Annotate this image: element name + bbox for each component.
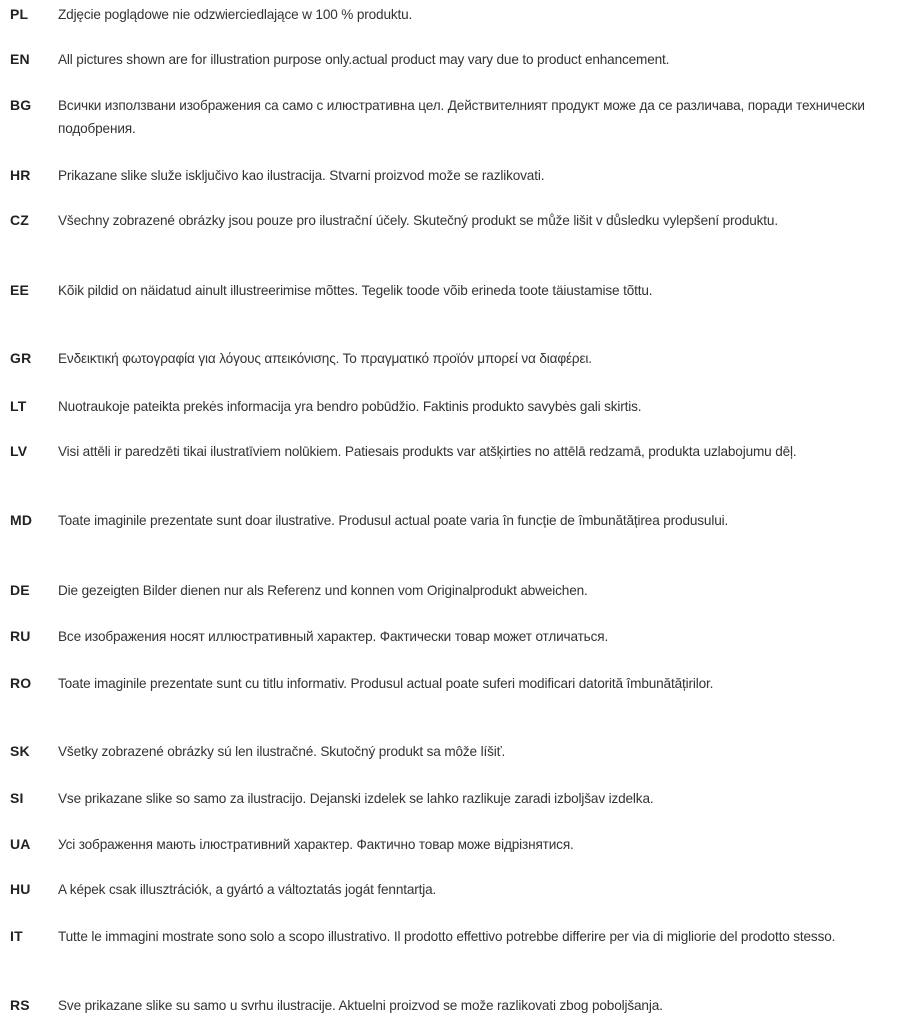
disclaimer-text: Всички използвани изображения са само с илюстративна цел. Действителният продукт може да се различава, поради технически подобрения. [58, 98, 865, 136]
language-code: SI [10, 790, 24, 806]
language-code: HU [10, 881, 31, 897]
disclaimer-text: Sve prikazane slike su samo u svrhu ilustracije. Aktuelni proizvod se može razlikovati zbog poboljšanja. [58, 998, 663, 1013]
language-code: LT [10, 398, 27, 414]
language-code: EN [10, 51, 30, 67]
disclaimer-text: All pictures shown are for illustration purpose only.actual product may vary due to product enhancement. [58, 52, 670, 67]
language-code: EE [10, 282, 30, 298]
language-code: BG [10, 97, 32, 113]
disclaimer-text: Všechny zobrazené obrázky jsou pouze pro ilustrační účely. Skutečný produkt se může lišit v důsledku vylepšení produktu. [58, 213, 778, 228]
language-code: SK [10, 743, 30, 759]
disclaimer-text: Vse prikazane slike so samo za ilustracijo. Dejanski izdelek se lahko razlikuje zaradi izboljšav izdelka. [58, 791, 654, 806]
language-code: GR [10, 350, 32, 366]
disclaimer-text: Tutte le immagini mostrate sono solo a scopo illustrativo. Il prodotto effettivo potrebbe differire per via di migliorie del prodotto stesso. [58, 929, 836, 944]
language-code: RS [10, 997, 30, 1013]
disclaimer-text: Все изображения носят иллюстративный характер. Фактически товар может отличаться. [58, 629, 609, 644]
disclaimer-text: Ενδεικτική φωτογραφία για λόγους απεικόνισης. Το πραγματικό προϊόν μπορεί να διαφέρει. [58, 351, 592, 366]
disclaimer-text: Všetky zobrazené obrázky sú len ilustračné. Skutočný produkt sa môže líšiť. [58, 744, 506, 759]
disclaimer-text: Toate imaginile prezentate sunt cu titlu informativ. Produsul actual poate suferi modificari datorită îmbunătățirilor. [58, 676, 714, 691]
disclaimer-text: Prikazane slike služe isključivo kao ilustracija. Stvarni proizvod može se razlikovati. [58, 168, 545, 183]
language-code: CZ [10, 212, 30, 228]
disclaimer-text: Toate imaginile prezentate sunt doar ilustrative. Produsul actual poate varia în funcție de îmbunătățirea produsului. [58, 513, 729, 528]
disclaimer-text: Kõik pildid on näidatud ainult illustreerimise mõttes. Tegelik toode võib erineda toote täiustamise tõttu. [58, 283, 653, 298]
language-code: PL [10, 6, 29, 22]
language-code: DE [10, 582, 30, 598]
language-code: LV [10, 443, 28, 459]
disclaimer-text: Усі зображення мають ілюстративний характер. Фактично товар може відрізнятися. [58, 837, 574, 852]
language-code: UA [10, 836, 31, 852]
disclaimer-text: Visi attēli ir paredzēti tikai ilustratīviem nolūkiem. Patiesais produkts var atšķirties no attēlā redzamā, produkta uzlabojumu dēļ. [58, 444, 797, 459]
language-code: IT [10, 928, 23, 944]
disclaimer-text: Nuotraukoje pateikta prekės informacija yra bendro pobūdžio. Faktinis produkto savybės gali skirtis. [58, 399, 642, 414]
language-code: HR [10, 167, 31, 183]
language-code: RU [10, 628, 31, 644]
disclaimer-text: A képek csak illusztrációk, a gyártó a változtatás jogát fenntartja. [58, 882, 437, 897]
disclaimer-text: Die gezeigten Bilder dienen nur als Referenz und konnen vom Originalprodukt abweichen. [58, 583, 588, 598]
language-code: RO [10, 675, 32, 691]
disclaimer-text: Zdjęcie poglądowe nie odzwierciedlające w 100 % produktu. [58, 7, 413, 22]
language-code: MD [10, 512, 33, 528]
